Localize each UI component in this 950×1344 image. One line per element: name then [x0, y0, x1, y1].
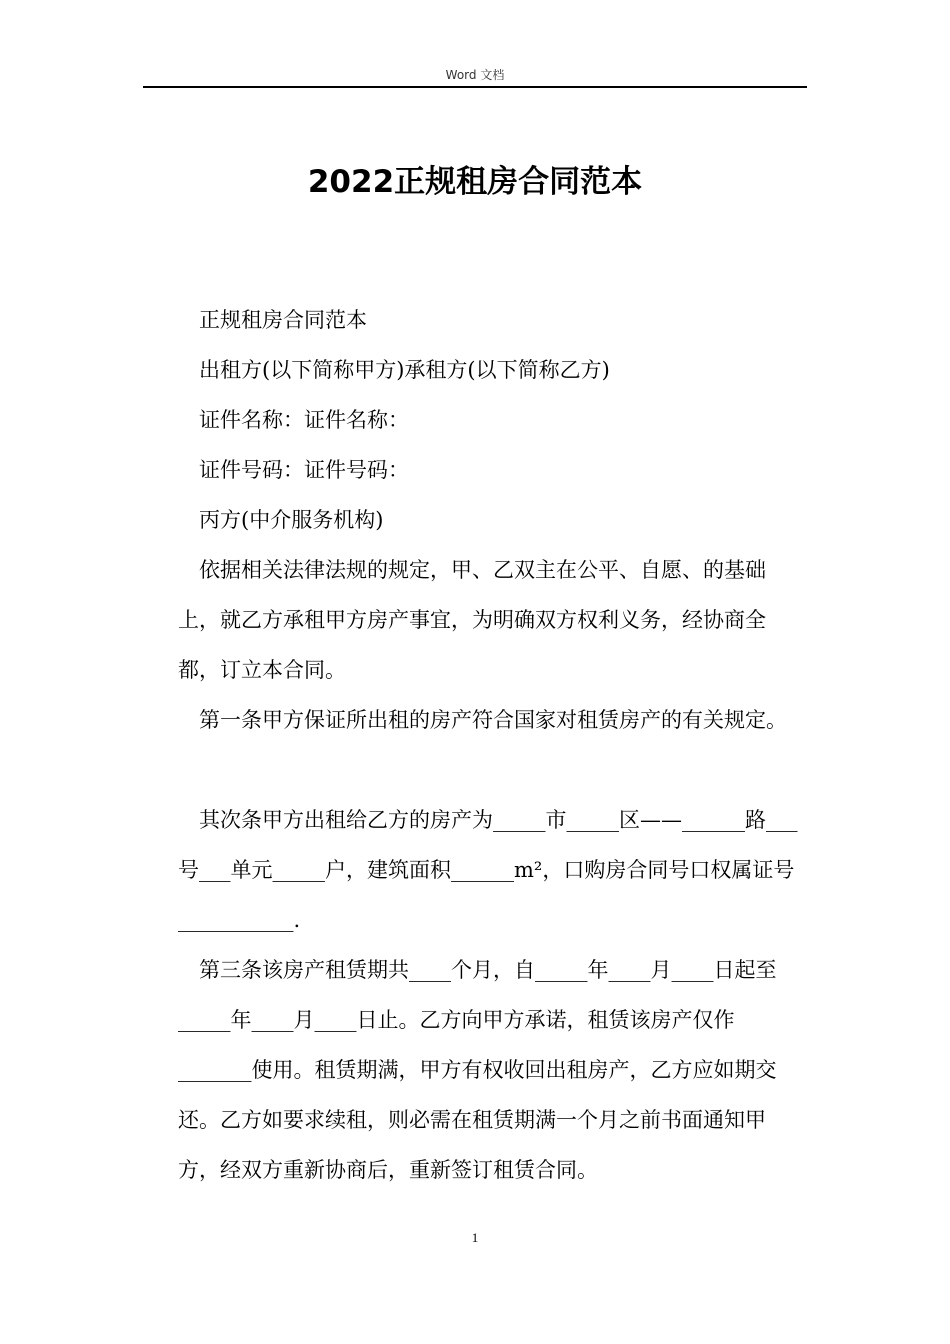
document-title: 2022正规租房合同范本 — [307, 164, 643, 200]
page-number: 1 — [471, 1230, 479, 1245]
paragraph-id-number: 证件号码：证件号码： — [199, 458, 409, 482]
paragraph-article-2: 其次条甲方出租给乙方的房产为_____市_____区——______路___号___单元_____户，建筑面积______m²，口购房合同号口权属证号___________. — [178, 808, 798, 932]
paragraph-parties: 出租方(以下简称甲方)承租方(以下简称乙方) — [199, 358, 610, 382]
header-label: Word 文档 — [445, 68, 505, 82]
document-body — [178, 295, 806, 1195]
header-rule — [143, 86, 807, 88]
paragraph-agency: 丙方(中介服务机构) — [199, 508, 384, 532]
paragraph-id-name: 证件名称：证件名称： — [199, 408, 409, 432]
paragraph-preamble: 依据相关法律法规的规定，甲、乙双主在公平、自愿、的基础上，就乙方承租甲方房产事宜，为明确双方权利义务，经协商全都，订立本合同。 — [178, 558, 766, 682]
paragraph-article-1: 第一条甲方保证所出租的房产符合国家对租赁房产的有关规定。 — [199, 708, 787, 732]
paragraph-heading: 正规租房合同范本 — [199, 308, 367, 332]
paragraph-spacer — [178, 745, 806, 795]
paragraph-article-3: 第三条该房产租赁期共____个月，自_____年____月____日起至_____年____月____日止。乙方向甲方承诺，租赁该房产仅作_______使用。租赁期满，甲方有权收回出租房产，乙方应如期交还。乙方如要求续租，则必需在租赁期满一个月之前书面通知甲方，经双方重新协商后，重新签订租赁合同。 — [178, 958, 777, 1182]
